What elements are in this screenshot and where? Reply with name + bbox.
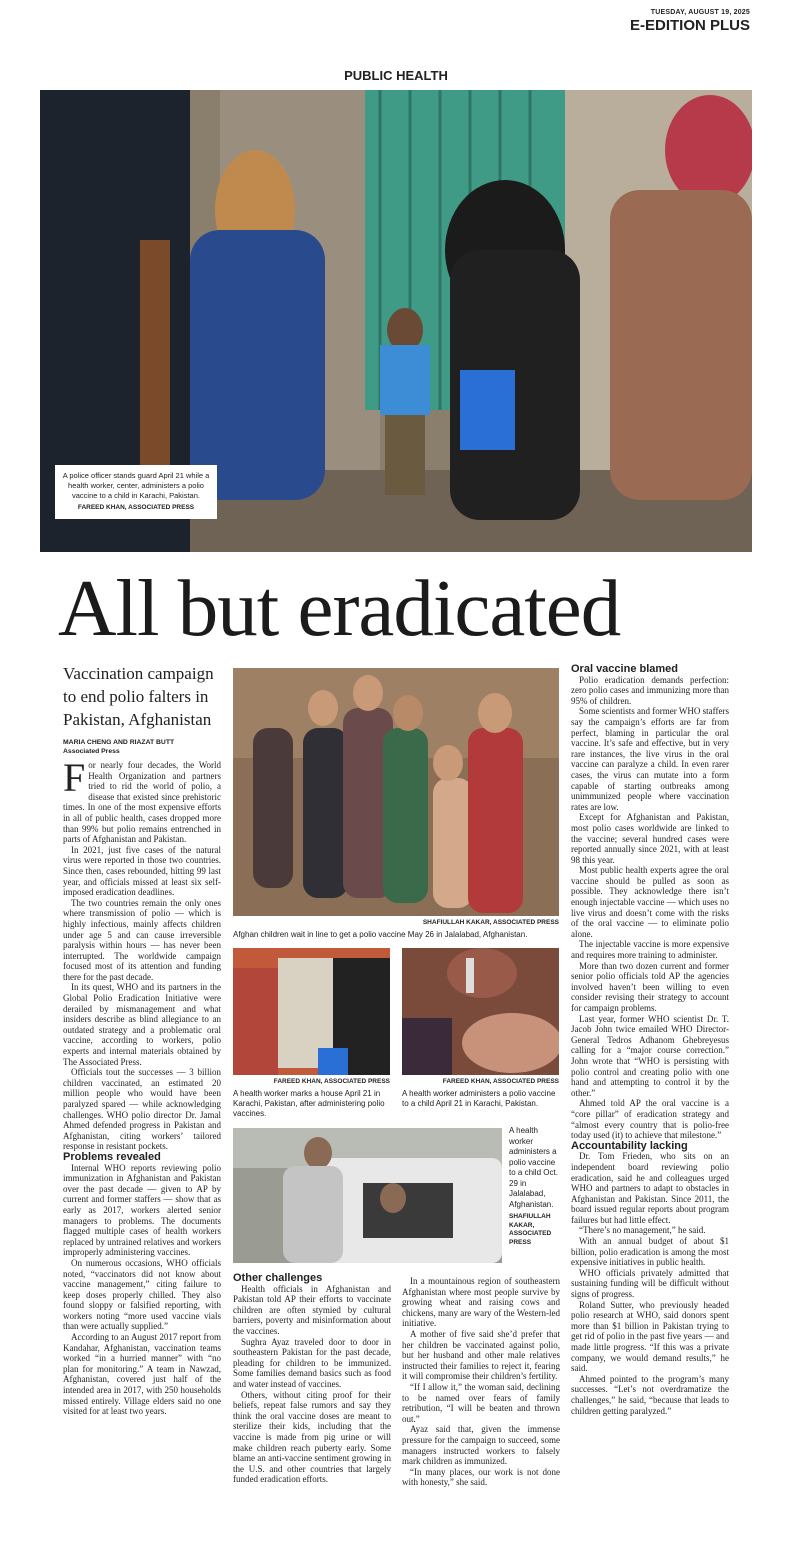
paragraph: A mother of five said she’d prefer that her children be vaccinated against polio, but her husband and other male relatives instructed their families to reject it, fearing it will compromise their children’s fertility. [402,1328,560,1382]
paragraph: In a mountainous region of southeastern Afghanistan where most people survive by growing wheat and raising cows and chickens, many are wary of the Western-led initiative. [402,1276,560,1329]
drops-photo [402,948,559,1075]
paragraph: In 2021, just five cases of the natural virus were reported in those two countries. Since then, cases rebounded, hitting 99 last year, and officials missed at least six self-imposed eradication deadlines. [63,844,221,898]
paragraph: Roland Sutter, who previously headed polio research at WHO, said donors spent more than $1 billion in Pakistan trying to get rid of polio in the past five years — and made little progress. “If this was a private company, we would demand results,” he said. [571,1299,729,1374]
car-photo-caption-text: A health worker administers a polio vaccine to a child Oct. 29 in Jalalabad, Afghanistan. [509,1126,558,1209]
paragraph: Some scientists and former WHO staffers say the campaign’s efforts are far from perfect, blaming in particular the oral vaccine. It’s safe and effective, but in very rare instances, the live virus in the oral vaccine can paralyze a child. In even rarer cases, the virus can mutate into a form capable of starting outbreaks among unimmunized people where vaccination rates are low. [571,706,729,812]
deck: Vaccination campaign to end polio falters in Pakistan, Afghanistan [63,664,214,729]
dropcap: F [63,755,86,800]
paragraph: More than two dozen current and former senior polio officials told AP the agencies involved haven’t been willing to even consider revising their strategy to account for campaign problems. [571,960,729,1013]
house-photo-credit: FAREED KHAN, ASSOCIATED PRESS [273,1078,390,1085]
car-photo-illustration [233,1128,502,1263]
paragraph: According to an August 2017 report from Kandahar, Afghanistan, vaccination teams worked “in a hurried manner” with “no plan for monitoring.” A team in Nawzad, Afghanistan, covered just half of the intended area in 2017, with 250 households missed entirely. Village elders said no one visited for at least two years. [63,1332,221,1417]
paragraph: Most public health experts agree the oral vaccine should be pulled as soon as possible. They acknowledge there isn’t enough injectable vaccine — which uses no live virus and doesn’t come with the risks of the oral vaccine — to eliminate polio alone. [571,865,729,939]
paragraph: Dr. Tom Frieden, who sits on an independent board reviewing polio eradication, said he and colleagues urged WHO and partners to adapt to obstacles in Afghanistan and Pakistan. Since 2011, the board issued regular reports about program failures but had little effect. [571,1151,729,1225]
paragraph: Officials tout the successes — 3 billion children vaccinated, an estimated 20 million people who would have been paralyzed spared — while acknowledging challenges. WHO polio director Dr. Jamal Ahmed defended progress in Pakistan and Afghanistan, citing workers’ tailored response in resistant pockets. [63,1067,221,1152]
car-photo [233,1128,502,1263]
paragraph: Except for Afghanistan and Pakistan, most polio cases worldwide are linked to the vaccine; several hundred cases were reported annually since 2021, with at least 98 this year. [571,812,729,865]
car-photo-caption [509,1126,563,1247]
lead-photo-credit: FAREED KHAN, ASSOCIATED PRESS [77,504,195,511]
children-photo-caption: Afghan children wait in line to get a polio vaccine May 26 in Jalalabad, Afghanistan. [233,930,528,939]
lead-photo-caption [55,465,217,519]
subhead-accountability-lacking: Accountability lacking [571,1139,688,1152]
lead-photo-caption-text: A police officer stands guard April 21 while a health worker, center, administers a polio vaccine to a child in Karachi, Pakistan. [62,471,210,500]
byline-org: Associated Press [63,748,120,755]
headline: All but eradicated [58,563,621,653]
children-photo-credit: SHAFIULLAH KAKAR, ASSOCIATED PRESS [422,919,559,926]
house-photo [233,948,390,1075]
paragraph: or nearly four decades, the World Health Organization and partners tried to rid the world of polio, a disease that existed since prehistoric times. In one of the most expensive efforts in all of public health, cases dropped more than 99% but polio remains entrenched in parts of Afghanistan and Pakistan. [63,760,221,845]
house-photo-illustration [233,948,390,1075]
paragraph: Polio eradication demands perfection: zero polio cases and immunizing more than 95% of children. [571,674,729,706]
paragraph: Health officials in Afghanistan and Pakistan told AP their efforts to vaccinate children are often stymied by cultural barriers, poverty and misinformation about the vaccines. [233,1283,391,1336]
paragraph: Ahmed pointed to the program’s many successes. “Let’s not overdramatize the challenges,” he said, “because that leads to children getting paralyzed.” [571,1373,729,1416]
article-column-4 [571,664,729,1416]
house-photo-caption: A health worker marks a house April 21 in Karachi, Pakistan, after administering polio vaccines. [233,1089,385,1118]
subhead-oral-vaccine-blamed: Oral vaccine blamed [571,663,678,675]
section-label: PUBLIC HEALTH [344,68,448,83]
paragraph: Internal WHO reports reviewing polio immunization in Afghanistan and Pakistan over the past decade — given to AP by current and former staffers — show that as early as 2017, workers alerted senior managers to problems. The documents flagged multiple cases of health workers replaced by untrained relatives and workers improperly administering vaccines. [63,1162,221,1258]
paragraph: “In many places, our work is not done with honesty,” she said. [402,1466,560,1488]
car-photo-credit: SHAFIULLAH KAKAR, ASSOCIATED PRESS [509,1213,552,1246]
paragraph: The two countries remain the only ones where transmission of polio — which is highly infectious, mainly affects children under age 5 and can cause irreversible paralysis within hours — has never been interrupted. The worldwide campaign focused most of its attention and funding there for the past decade. [63,897,221,982]
article-column-3 [402,1276,560,1488]
subhead-other-challenges: Other challenges [233,1272,323,1284]
drops-photo-credit: FAREED KHAN, ASSOCIATED PRESS [442,1078,559,1085]
drops-photo-caption: A health worker administers a polio vaccine to a child April 21 in Karachi, Pakistan. [402,1089,556,1108]
article-column-2 [233,1273,391,1485]
paragraph: Last year, former WHO scientist Dr. T. Jacob John twice emailed WHO Director-General Tedros Adhanom Ghebreyesus calling for a “major course correction.” John wrote that “WHO is persisting with polio control and creating polio with one hand and attempting to control it by the other.” [571,1013,729,1098]
drops-photo-illustration [402,948,559,1075]
paragraph: Ayaz said that, given the immense pressure for the campaign to succeed, some managers instructed workers to falsely mark children as immunized. [402,1424,560,1467]
masthead-date: TUESDAY, AUGUST 19, 2025 [650,9,750,16]
paragraph: Ahmed told AP the oral vaccine is a “core pillar” of eradication strategy and “almost every country that is polio-free today used (it) to achieve that milestone.” [571,1098,729,1141]
paragraph: “There’s no management,” he said. [579,1225,706,1236]
paragraph: Sughra Ayaz traveled door to door in southeastern Pakistan for the past decade, pleading for children to be immunized. Some families demand basics such as food and water instead of vaccines. [233,1336,391,1389]
paragraph: WHO officials privately admitted that sustaining funding will be difficult without signs of progress. [571,1267,729,1300]
byline-names: MARIA CHENG AND RIAZAT BUTT [63,739,175,746]
masthead-edition: E-EDITION PLUS [629,17,750,34]
article-column-1 [63,755,221,1417]
paragraph: Others, without citing proof for their beliefs, repeat false rumors and say they think the oral vaccine doses are meant to sterilize their kids, including that the vaccine is made from pig urine or will make children reach puberty early. Some blame an anti-vaccine sentiment growing in the U.S. and other countries that largely funded eradication efforts. [233,1389,391,1485]
subhead-problems-revealed: Problems revealed [63,1150,161,1163]
children-photo [233,668,559,916]
paragraph: In its quest, WHO and its partners in the Global Polio Eradication Initiative were derailed by mismanagement and what insiders describe as blind allegiance to an outdated strategy and a problematic oral vaccine, according to workers, polio experts and internal materials obtained by The Associated Press. [63,982,221,1067]
byline [63,738,174,756]
children-photo-illustration [233,668,559,916]
paragraph: On numerous occasions, WHO officials noted, “vaccinators did not know about vaccine management,” citing failure to keep doses properly chilled. They also found sloppy or falsified reporting, with workers noting “more used vaccine vials than were actually supplied.” [63,1257,221,1332]
paragraph: The injectable vaccine is more expensive and requires more training to administer. [571,939,729,961]
paragraph: “If I allow it,” the woman said, declining to be named over fears of family retribution, “I will be beaten and thrown out.” [402,1381,560,1424]
paragraph: With an annual budget of about $1 billion, polio eradication is among the most expensive initiatives in public health. [571,1236,729,1268]
